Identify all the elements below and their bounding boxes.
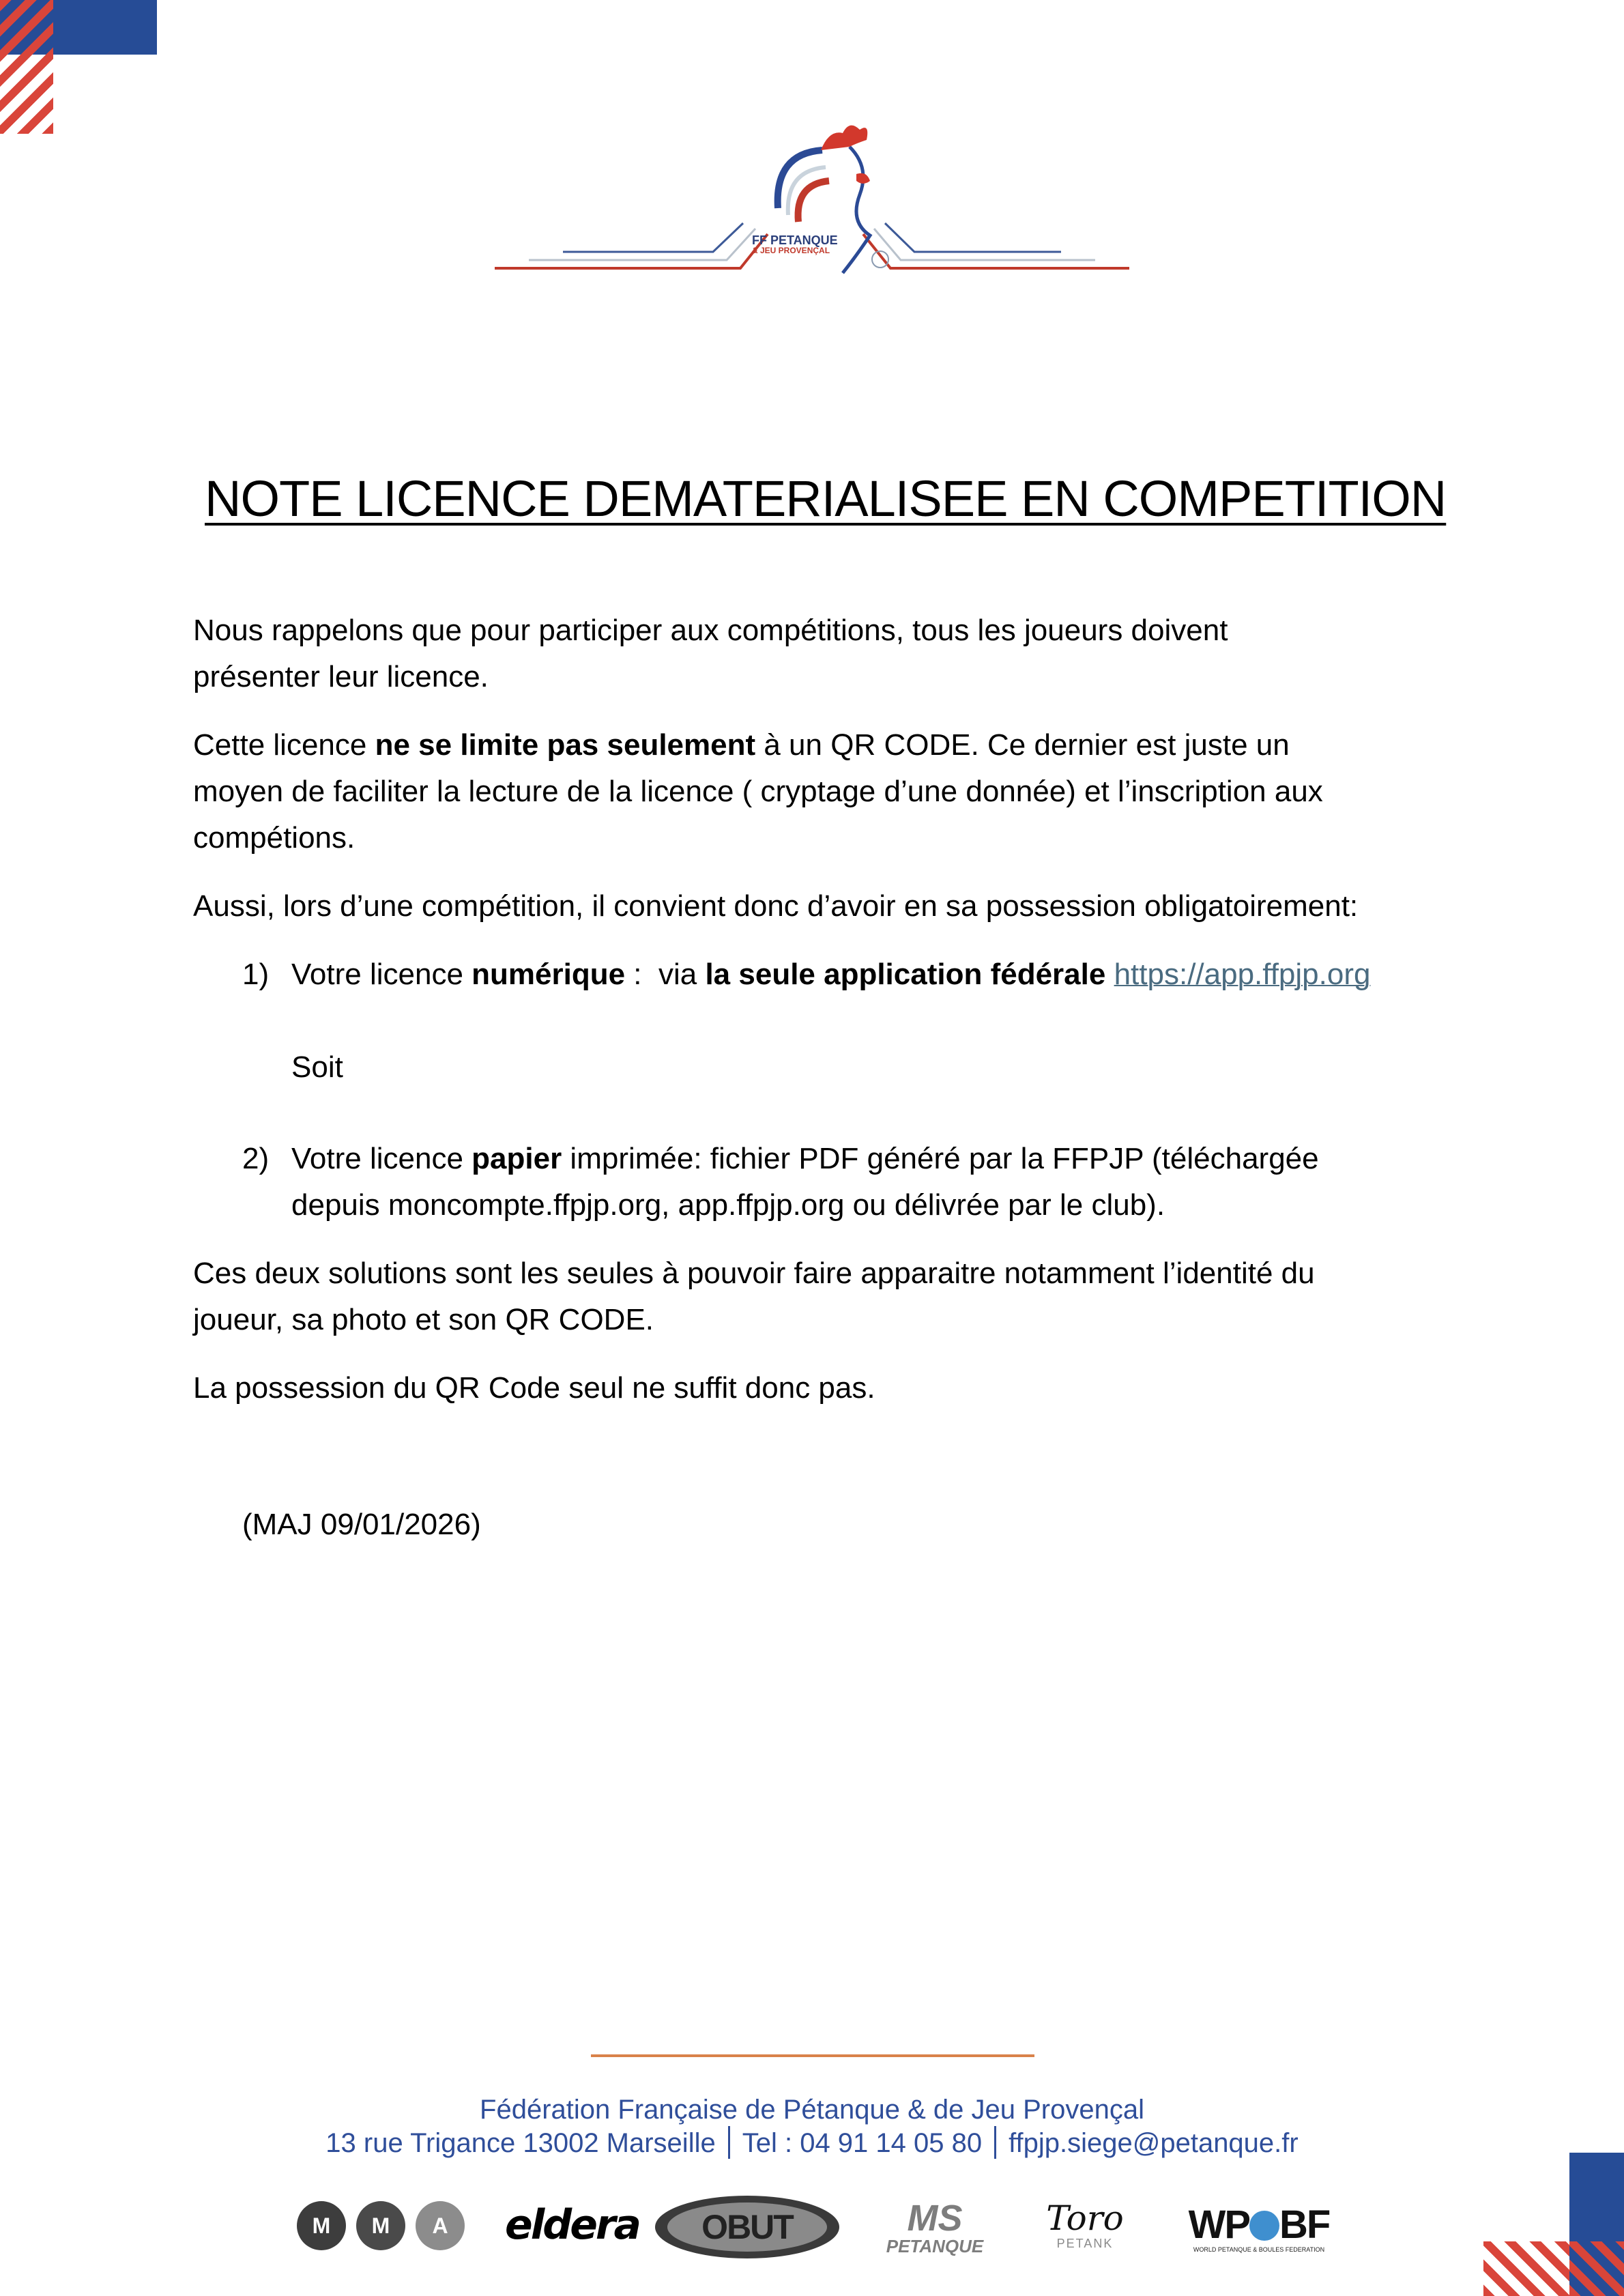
paragraph-requirement: Aussi, lors d’une compétition, il convient donc d’avoir en sa possession obligatoirement: <box>193 889 1359 923</box>
paragraph-line: depuis moncompte.ffpjp.org, app.ffpjp.org ou délivrée par le club). <box>291 1188 1165 1222</box>
update-date: (MAJ 09/01/2026) <box>242 1508 481 1541</box>
globe-icon <box>1249 2211 1279 2241</box>
emphasis-text: numérique <box>472 958 626 991</box>
wpbf-logo <box>1187 2202 1331 2266</box>
paragraph-line: compétions. <box>193 821 356 855</box>
paragraph-reminder <box>193 607 1462 700</box>
footer-email[interactable]: ffpjp.siege@petanque.fr <box>1009 2128 1299 2158</box>
logo-rooster-comb <box>821 126 867 150</box>
logo-line-blue-left <box>563 223 743 252</box>
logo-rooster-neck <box>843 147 870 273</box>
paragraph-line: joueur, sa photo et son QR CODE. <box>193 1303 654 1336</box>
text-run: : via <box>625 958 706 991</box>
mma-logo-m1: M <box>297 2201 346 2250</box>
obut-logo <box>655 2196 839 2258</box>
wpbf-logo-text: WORLD PETANQUE & BOULES FEDERATION <box>1193 2246 1325 2253</box>
paragraph-line: présenter leur licence. <box>193 660 489 693</box>
paragraph-line: moyen de faciliter la lecture de la licence ( cryptage d’une donnée) et l’inscription aux <box>193 775 1323 808</box>
footer-address: 13 rue Trigance 13002 Marseille <box>325 2128 716 2158</box>
footer-org-name: Fédération Française de Pétanque & de Jeu Provençal <box>480 2095 1144 2125</box>
paragraph-line <box>291 1136 1451 1182</box>
text-run: Votre licence <box>291 1142 472 1175</box>
app-ffpjp-link[interactable]: https://app.ffpjp.org <box>1114 958 1371 991</box>
logo-line-blue-right <box>885 223 1061 252</box>
eldera-logo: eldera <box>505 2201 639 2249</box>
list-number: 1) <box>242 958 270 991</box>
toro-logo-mark: Toro <box>1046 2198 1124 2238</box>
footer-separator <box>728 2126 730 2159</box>
list-separator-or: Soit <box>291 1050 343 1084</box>
emphasis-text: la seule application fédérale <box>705 958 1106 991</box>
obut-logo-text: OBUT <box>667 2202 827 2252</box>
wpbf-right: BF <box>1279 2202 1330 2247</box>
logo-wordmark-line2: & JEU PROVENÇAL <box>752 246 830 255</box>
mma-logo-m2: M <box>356 2201 405 2250</box>
emphasis-text: ne se limite pas seulement <box>375 728 756 762</box>
mma-logo-a: A <box>416 2201 465 2250</box>
page-title: NOTE LICENCE DEMATERIALISEE EN COMPETITION <box>205 470 1447 527</box>
corner-decoration-stripes-overlap-top-left <box>0 0 53 55</box>
wpbf-logo-mark <box>1187 2202 1331 2247</box>
text-run: Votre licence <box>291 958 472 991</box>
footer-contact <box>0 2126 1624 2159</box>
text-run: Cette licence <box>193 728 375 762</box>
sponsor-logos <box>293 2181 1331 2256</box>
footer-separator <box>994 2126 996 2159</box>
corner-decoration-stripes-overlap-bottom-right <box>1569 2241 1624 2296</box>
paragraph-qr-code <box>193 722 1462 861</box>
wpbf-left: WP <box>1188 2202 1250 2247</box>
logo-tail-red <box>798 181 829 222</box>
footer-phone: Tel : 04 91 14 05 80 <box>742 2128 983 2158</box>
ms-logo-text: PETANQUE <box>886 2236 984 2256</box>
list-item-digital-licence <box>291 951 1506 998</box>
footer-divider <box>591 2054 1034 2057</box>
toro-petank-logo <box>1037 2200 1133 2261</box>
emphasis-text: papier <box>472 1142 562 1175</box>
paragraph-solutions <box>193 1250 1462 1343</box>
toro-logo-text: PETANK <box>1056 2237 1114 2250</box>
list-item-paper-licence <box>291 1136 1451 1229</box>
logo-rooster-wattle <box>856 173 870 184</box>
text-run: imprimée: fichier PDF généré par la FFPJP (téléchargée <box>562 1142 1319 1175</box>
logo-wordmark <box>752 234 838 255</box>
text-run: à un QR CODE. Ce dernier est juste un <box>755 728 1290 762</box>
ms-logo-mark: MS <box>907 2198 963 2239</box>
ms-petanque-logo <box>873 2200 996 2261</box>
list-number: 2) <box>242 1142 270 1175</box>
paragraph-qr-not-enough: La possession du QR Code seul ne suffit donc pas. <box>193 1371 875 1405</box>
paragraph-line: Ces deux solutions sont les seules à pouvoir faire apparaitre notamment l’identité du <box>193 1257 1315 1290</box>
paragraph-line <box>193 722 1462 769</box>
logo-wordmark-line1: FF PETANQUE <box>752 233 838 247</box>
paragraph-line: Nous rappelons que pour participer aux compétitions, tous les joueurs doivent <box>193 614 1228 647</box>
